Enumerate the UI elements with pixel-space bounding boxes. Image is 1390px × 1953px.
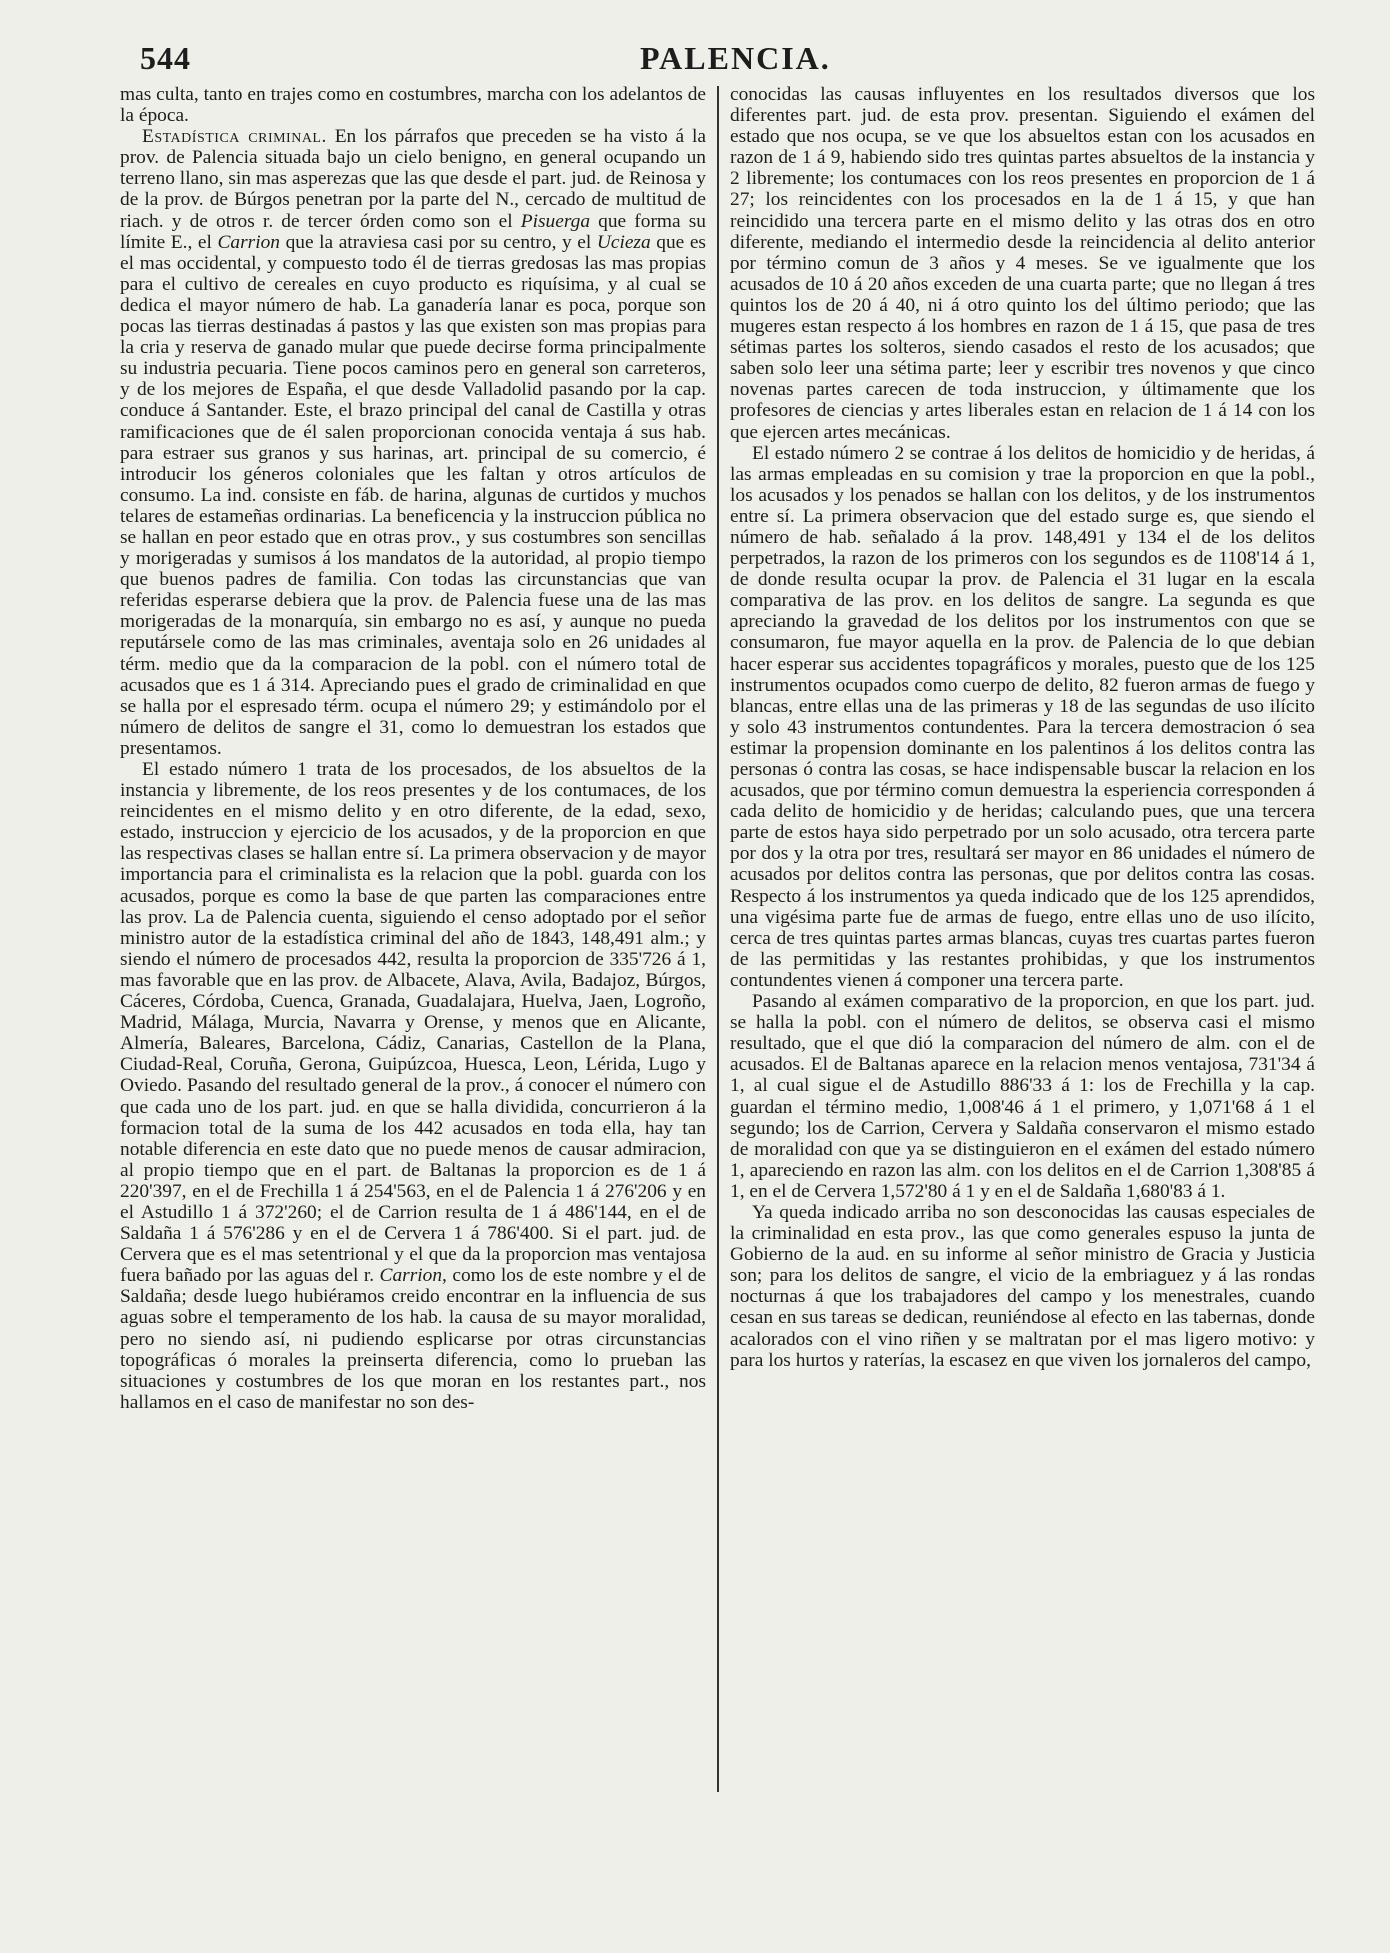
section-heading: Estadística criminal. bbox=[142, 126, 327, 148]
page-number: 544 bbox=[140, 40, 191, 76]
running-title: PALENCIA. bbox=[640, 40, 831, 76]
text-run: El estado número 1 trata de los procesados, de los absueltos de la instancia y libremente, de los reos presentes y de los contumaces, de los reincidentes en el mismo delito y en otro diferente, de la edad, sexo, estado, instruccion y ejercicio de los acusados, y de la proporcion en que las respectivas clases se hallan entre sí. La primera observacion y de mayor importancia para el criminalista es la relacion que la pobl. guarda con los acusados, porque es como la base de que parten las comparaciones entre las prov. La de Palencia cuenta, siguiendo el censo adoptado por el señor ministro autor de la estadística criminal del año de 1843, 148,491 alm.; y siendo el número de procesados 442, resulta la proporcion de 335'726 á 1, mas favorable que en las prov. de Albacete, Alava, Avila, Badajoz, Búrgos, Cáceres, Córdoba, Cuenca, Granada, Guadalajara, Huelva, Jaen, Logroño, Madrid, Málaga, Murcia, Navarra y Orense, y menos que en Alicante, Almería, Baleares, Barcelona, Cádiz, Canarias, Castellon de la Plana, Ciudad-Real, Coruña, Gerona, Guipúzcoa, Huesca, Leon, Lérida, Lugo y Oviedo. Pasando del resultado general de la prov., á conocer el número con que cada uno de los part. jud. en que se halla dividida, concurrieron á la formacion total de la suma de los 442 acusados en toda ella, hay tan notable diferencia en este dato que no puede menos de causar admiracion, al propio tiempo que en el part. de Baltanas la proporcion es de 1 á 220'397, en el de Frechilla 1 á 254'563, en el de Palencia 1 á 276'206 y en el Astudillo 1 á 372'260; el de Carrion resulta de 1 á 486'144, en el de Saldaña 1 á 576'286 y en el de Cervera 1 á 786'400. Si el part. jud. de Cervera que es el mas setentrional y el que da la proporcion mas ventajosa fuera bañado por las aguas del r. bbox=[120, 759, 706, 1287]
paragraph-causas: Ya queda indicado arriba no son desconocidas las causas especiales de la criminalidad en esta prov., las que como generales espuso la junta de Gobierno de la aud. en su informe al señor ministro de Gracia y Justicia son; para los delitos de sangre, el vicio de la embriaguez y á las rondas nocturnas á que los trabajadores del campo y los menestrales, cuando cesan en sus tareas se dedican, reuniéndose al efecto en las tabernas, donde acalorados con el vino riñen y se maltratan por el mas ligero motivo: y para los hurtos y raterías, la escasez en que viven los jornaleros del campo, bbox=[730, 1201, 1315, 1371]
paragraph-estadistica-criminal bbox=[120, 126, 706, 759]
text-run: que es el mas occidental, y compuesto todo él de tierras gredosas las mas propias para el cultivo de cereales en cuyo producto es riquísima, y al cual se dedica el mayor número de hab. La ganadería lanar es poca, porque son pocas las tierras destinadas á pastos y las que existen son mas propias para la cria y reserva de ganado mular que puede decirse forma principalmente su industria pecuaria. Tiene pocos caminos pero en general son carreteros, y de los mejores de España, el que desde Valladolid pasando por la cap. conduce á Santander. Este, el brazo principal del canal de Castilla y otras ramificaciones que de él salen proporcionan conocida ventaja á sus hab. para estraer sus granos y sus harinas, art. principal de su comercio, é introducir los géneros coloniales que les faltan y otros artículos de consumo. La ind. consiste en fáb. de harina, algunas de curtidos y muchos telares de estameñas ordinarias. La beneficencia y la instruccion pública no se hallan en peor estado que en otras prov., y sus costumbres son sencillas y morigeradas y sumisos á los mandatos de la autoridad, al propio tiempo que buenos padres de familia. Con todas las circunstancias que van referidas esperarse debiera que la prov. de Palencia fuese una de las mas morigeradas de la monarquía, sin embargo no es así, y aunque no pueda reputársele como de las mas criminales, aventaja solo en 26 unidades al térm. medio que da la comparacion de la pobl. con el número total de acusados que es 1 á 314. Apreciando pues el grado de criminalidad en que se halla por el espresado térm. ocupa el número 29; y estimándolo por el número de delitos de sangre el 31, como lo demuestran los estados que presentamos. bbox=[120, 231, 706, 759]
right-column bbox=[730, 84, 1315, 1804]
paragraph: mas culta, tanto en trajes como en costumbres, marcha con los adelantos de la época. bbox=[120, 84, 706, 127]
left-column bbox=[120, 84, 706, 1804]
paragraph: conocidas las causas influyentes en los resultados diversos que los diferentes part. jud. de esta prov. presentan. Siguiendo el exámen del estado que nos ocupa, se ve que los absueltos estan con los acusados en razon de 1 á 9, habiendo sido tres quintas partes absueltos de la instancia y 2 libremente; los contumaces con los reos presentes en proporcion de 1 á 27; los reincidentes con los procesados en la de 1 á 15, y que han reincidido una tercera parte en el mismo delito y las otras dos en otro diferente, mediando el intermedio desde la reincidencia al delito anterior por término comun de 3 años y 4 meses. Se ve igualmente que los acusados de 10 á 20 años exceden de una cuarta parte; que no llegan á tres quintos los de 20 á 40, ni á otro quinto los del último periodo; que las mugeres estan respecto á los hombres en razon de 1 á 15, que pasa de tres sétimas partes los solteros, siendo casados el resto de los acusados; que saben solo leer una sétima parte; leer y escribir tres novenos y que cinco novenas partes carecen de toda instruccion, y últimamente que los profesores de ciencias y artes liberales estan en relacion de 1 á 14 con los que ejercen artes mecánicas. bbox=[730, 84, 1315, 443]
column-divider bbox=[717, 86, 719, 1792]
text-run: , como los de este nombre y el de Saldaña; desde luego hubiéramos creido encontrar en la influencia de sus aguas sobre el temperamento de los hab. la causa de su mayor moralidad, pero no siendo así, ni pudiendo esplicarse por otras circunstancias topográficas ó morales la preinserta diferencia, como lo prueban las situaciones y costumbres de los que moran en los restantes part., nos hallamos en el caso de manifestar no son des- bbox=[120, 1265, 706, 1413]
paragraph-estado-2: El estado número 2 se contrae á los delitos de homicidio y de heridas, á las armas empleadas en su comision y trae la proporcion en que la pobl., los acusados y los penados se hallan con los delitos, y de los instrumentos entre sí. La primera observacion que del estado surge es, que siendo el número de hab. señalado á la prov. 148,491 y 134 el de los delitos perpetrados, la razon de los primeros con los segundos es de 1108'14 á 1, de donde resulta ocupar la prov. de Palencia el 31 lugar en la escala comparativa de las prov. en los delitos de sangre. La segunda es que apreciando la gravedad de los delitos por los instrumentos con que se consumaron, fue mayor aquella en la prov. de Palencia de lo que debian hacer esperar sus accidentes topagráficos y morales, puesto que de los 125 instrumentos ocupados como cuerpo de delito, 82 fueron armas de fuego y blancas, entre ellas una de las primeras y 18 de las segundas de uso ilícito y solo 43 instrumentos contundentes. Para la tercera demostracion ó sea estimar la propension dominante en los palentinos á los delitos contra las personas ó contra las cosas, se hace indispensable buscar la relacion en los acusados, que por término comun demuestra la esperiencia corresponden á cada delito de homicidio y de heridas; calculando pues, que una tercera parte de estos haya sido perpetrado por un solo acusado, otra tercera parte por dos y la otra por tres, resultará ser mayor en 86 unidades el número de acusados por delitos contra las personas, que por delitos contra las cosas. Respecto á los instrumentos ya queda indicado que de los 125 aprendidos, una vigésima parte fue de armas de fuego, entre ellas uno de uso ilícito, cerca de tres quintas partes armas blancas, cuyas tres cuartas partes fueron de las permitidas y las restantes prohibidas, y que los instrumentos contundentes vienen á componer una tercera parte. bbox=[730, 442, 1315, 991]
paragraph-comparativo: Pasando al exámen comparativo de la proporcion, en que los part. jud. se halla la pobl. con el número de delitos, se observa casi el mismo resultado, que el que dió la comparacion del número de alm. con el de acusados. El de Baltanas aparece en la relacion menos ventajosa, 731'34 á 1, al cual sigue el de Astudillo 886'33 á 1: los de Frechilla y la cap. guardan el término medio, 1,008'46 á 1 el primero, y 1,071'68 á 1 el segundo; los de Carrion, Cervera y Saldaña conservaron el mismo estado de moralidad con que ya se distinguieron en el exámen del estado número 1, apareciendo en razon las alm. con los delitos en el de Carrion 1,308'85 á 1, en el de Cervera 1,572'80 á 1 y en el de Saldaña 1,680'83 á 1. bbox=[730, 991, 1315, 1202]
text-run: que la atraviesa casi por su centro, y el bbox=[280, 231, 597, 253]
text-run: que forma su límite E., el bbox=[120, 210, 706, 253]
river-name: Carrion bbox=[217, 231, 280, 253]
page-header bbox=[120, 40, 1320, 84]
paragraph-estado-1 bbox=[120, 759, 706, 1413]
river-name: Ucieza bbox=[596, 231, 651, 253]
river-name: Pisuerga bbox=[520, 210, 591, 232]
text-run: En los párrafos que preceden se ha visto á la prov. de Palencia situada bajo un cielo benigno, en general ocupando un terreno llano, sin mas asperezas que las que desde el part. jud. de Reinosa y de la prov. de Búrgos penetran por la parte del N., cercado de multitud de riach. y de otros r. de tercer órden como son el bbox=[120, 126, 706, 232]
river-name: Carrion bbox=[379, 1265, 443, 1287]
